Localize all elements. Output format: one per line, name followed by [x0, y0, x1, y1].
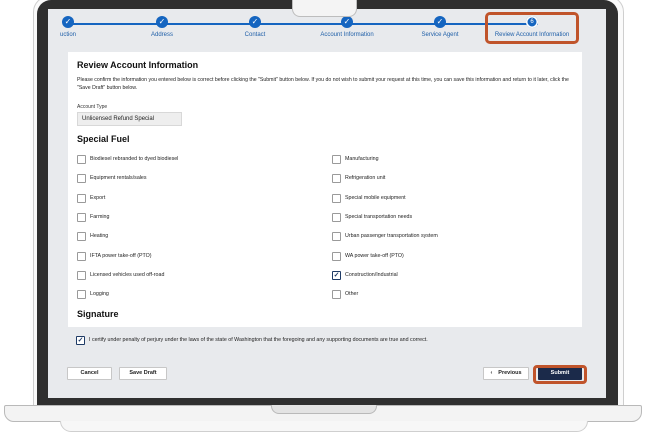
submit-button[interactable]: Submit: [538, 367, 582, 380]
account-type-label: Account Type: [77, 104, 108, 110]
special-fuel-checkbox[interactable]: [332, 252, 341, 261]
special-fuel-checkbox[interactable]: [77, 174, 86, 183]
step-check-icon: ✓: [249, 16, 261, 28]
special-fuel-label: Export: [90, 194, 106, 201]
special-fuel-checkbox[interactable]: [332, 194, 341, 203]
special-fuel-label: Equipment rentals/sales: [90, 175, 147, 182]
special-fuel-checkbox[interactable]: [332, 174, 341, 183]
special-fuel-checkbox[interactable]: [77, 155, 86, 164]
special-fuel-label: Logging: [90, 291, 109, 298]
step-introduction[interactable]: [48, 16, 113, 38]
certify-text: I certify under penalty of perjury under the laws of the state of Washington that the foregoing and any supporting documents are true and correct.: [89, 337, 428, 343]
laptop-base-notch: [271, 405, 377, 414]
laptop-camera-notch: [292, 0, 357, 17]
step-address[interactable]: [117, 16, 207, 38]
special-fuel-checkbox[interactable]: [332, 232, 341, 241]
special-fuel-label: Special mobile equipment: [345, 194, 406, 201]
step-check-icon: ✓: [156, 16, 168, 28]
special-fuel-checkbox[interactable]: [77, 194, 86, 203]
submit-highlight: [533, 365, 587, 384]
step-label: uction: [59, 32, 76, 38]
special-fuel-label: IFTA power take-off (PTO): [90, 252, 152, 259]
cancel-button[interactable]: Cancel: [67, 367, 112, 380]
account-type-field: Unlicensed Refund Special: [77, 112, 182, 126]
special-fuel-label: Special transportation needs: [345, 213, 413, 220]
step-number-badge: 6: [526, 16, 538, 28]
laptop-base-foot: [60, 421, 588, 432]
special-fuel-checkbox[interactable]: ✓: [333, 271, 340, 279]
step-check-icon: ✓: [341, 16, 353, 28]
special-fuel-label: Other: [345, 291, 359, 298]
special-fuel-label: Refrigeration unit: [345, 175, 386, 182]
special-fuel-label: Farming: [90, 213, 110, 220]
chevron-left-icon: ‹: [490, 370, 493, 376]
special-fuel-checkbox[interactable]: [77, 252, 86, 261]
special-fuel-checkbox[interactable]: [332, 290, 341, 299]
special-fuel-checkbox[interactable]: [77, 213, 86, 222]
previous-label: Previous: [498, 370, 522, 376]
laptop-screen: [48, 9, 606, 398]
special-fuel-heading: Special Fuel: [77, 134, 130, 144]
step-service-agent[interactable]: [395, 16, 485, 38]
step-label: Review Account Information: [494, 32, 570, 38]
intro-text: Please confirm the information you entered below is correct before clicking the "Submit" button below. If you do not wish to submit your request at this time, you can save this information and return to it later, click the "Save Draft" button below.: [77, 77, 569, 91]
step-label: Service Agent: [421, 32, 459, 38]
special-fuel-label: WA power take-off (PTO): [345, 252, 404, 259]
special-fuel-checkbox[interactable]: [77, 290, 86, 299]
special-fuel-checkbox[interactable]: [332, 155, 341, 164]
special-fuel-checkbox[interactable]: [77, 232, 86, 241]
review-card: [68, 52, 582, 327]
special-fuel-label: Manufacturing: [345, 156, 379, 162]
special-fuel-checkbox[interactable]: [77, 271, 86, 280]
signature-heading: Signature: [77, 309, 119, 319]
special-fuel-label: Biodiesel rebranded to dyed biodiesel: [90, 156, 179, 162]
step-account-information[interactable]: [302, 16, 392, 38]
special-fuel-label: Licensed vehicles used off-road: [90, 271, 165, 278]
previous-button[interactable]: [483, 367, 529, 380]
step-check-icon: ✓: [434, 16, 446, 28]
step-label: Address: [150, 32, 173, 38]
step-label: Account Information: [320, 32, 374, 38]
special-fuel-label: Urban passenger transportation system: [345, 233, 438, 240]
step-check-icon: ✓: [62, 16, 74, 28]
step-label: Contact: [244, 32, 266, 38]
special-fuel-checkbox[interactable]: [332, 213, 341, 222]
special-fuel-label: Construction/Industrial: [345, 271, 398, 278]
certify-checkbox[interactable]: ✓: [77, 337, 84, 344]
page-title: Review Account Information: [77, 60, 199, 70]
special-fuel-label: Heating: [90, 233, 109, 240]
current-step-highlight: [485, 12, 579, 44]
save-draft-button[interactable]: Save Draft: [119, 367, 167, 380]
step-contact[interactable]: [210, 16, 300, 38]
